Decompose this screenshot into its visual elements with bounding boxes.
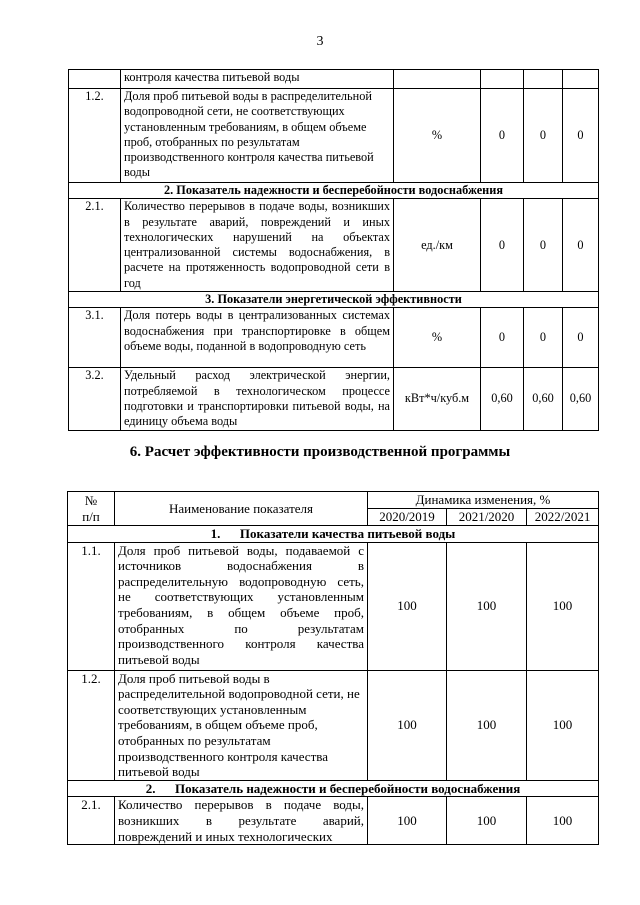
section-heading: 6. Расчет эффективности производственной программы [129, 444, 511, 460]
page-number: 3 [316, 34, 324, 49]
header-row [68, 492, 599, 509]
indicator-value: 0 [481, 199, 524, 292]
indicator-description: Доля проб питьевой воды, подаваемой с источников водоснабжения в распределительную водопроводную сеть, не соответствующих установленным требованиям, в общем объеме проб, отобранных по результатам производственного контроля качества питьевой воды [115, 542, 368, 670]
indicator-value: 100 [527, 797, 599, 845]
table-row [69, 70, 599, 89]
section-row [68, 780, 599, 797]
indicator-unit: кВт*ч/куб.м [394, 368, 481, 430]
indicator-description: Доля потерь воды в централизованных системах водоснабжения при транспортировке в общем объеме воды, поданной в водопроводную сеть [121, 308, 394, 368]
efficiency-table [67, 491, 599, 845]
indicator-unit [394, 70, 481, 89]
indicator-value: 100 [527, 542, 599, 670]
section-title: 2. Показатель надежности и бесперебойности водоснабжения [69, 183, 599, 199]
indicator-unit: % [394, 308, 481, 368]
row-number: 1.2. [69, 89, 121, 183]
row-number [69, 70, 121, 89]
section-row [69, 292, 599, 308]
section-row [68, 526, 599, 543]
indicator-description: контроля качества питьевой воды [121, 70, 394, 89]
indicator-description: Доля проб питьевой воды в распределительной водопроводной сети, не соответствующих установленным требованиям, в общем объеме проб, отобранных по результатам производственного контроля качества питьевой воды [121, 89, 394, 183]
indicator-description: Удельный расход электрической энергии, потребляемой в технологическом процессе подготовки и транспортировки питьевой воды, на единицу объема воды [121, 368, 394, 430]
indicator-value [563, 70, 599, 89]
indicator-value: 0,60 [524, 368, 563, 430]
table-row [69, 308, 599, 368]
section-title: 3. Показатели энергетической эффективности [69, 292, 599, 308]
table-row [69, 199, 599, 292]
number-header-line1: № [84, 492, 98, 508]
indicator-value: 0 [524, 89, 563, 183]
indicator-value: 0 [524, 199, 563, 292]
indicator-value: 100 [447, 542, 527, 670]
indicator-description: Количество перерывов в подаче воды, возникших в результате аварий, повреждений и иных технологических нарушений на объектах централизованной системы водоснабжения, в расчете на протяженность водопроводной сети в год [121, 199, 394, 292]
section-row [69, 183, 599, 199]
year-header: 2020/2019 [368, 509, 447, 526]
indicator-value: 100 [447, 670, 527, 780]
indicator-value: 0 [563, 308, 599, 368]
indicator-value: 100 [527, 670, 599, 780]
year-header: 2022/2021 [527, 509, 599, 526]
indicator-value [481, 70, 524, 89]
indicator-value: 0 [524, 308, 563, 368]
row-number: 2.1. [68, 797, 115, 845]
number-column-header [68, 492, 115, 526]
indicator-value: 0 [563, 89, 599, 183]
indicator-value: 100 [368, 670, 447, 780]
table-row [68, 542, 599, 670]
indicator-value: 0 [481, 89, 524, 183]
indicator-value: 0 [481, 308, 524, 368]
dynamics-header: Динамика изменения, % [368, 492, 599, 509]
row-number: 3.2. [69, 368, 121, 430]
indicator-value: 100 [368, 797, 447, 845]
table-row [68, 797, 599, 845]
name-column-header: Наименование показателя [115, 492, 368, 526]
section-name: Показатель надежности и бесперебойности водоснабжения [174, 780, 521, 796]
table-row [68, 670, 599, 780]
indicator-value: 100 [447, 797, 527, 845]
number-header-line2: п/п [82, 508, 100, 524]
table-row [69, 368, 599, 430]
year-header: 2021/2020 [447, 509, 527, 526]
indicators-table [68, 69, 599, 431]
indicator-description: Количество перерывов в подаче воды, возникших в результате аварий, повреждений и иных технологических [115, 797, 368, 845]
indicator-value [524, 70, 563, 89]
table-row [69, 89, 599, 183]
section-name: Показатели качества питьевой воды [239, 526, 456, 541]
row-number: 2.1. [69, 199, 121, 292]
indicator-description: Доля проб питьевой воды в распределительной водопроводной сети, не соответствующих установленным требованиям, в общем объеме проб, отобранных по результатам производственного контроля качества питьевой воды [115, 670, 368, 780]
section-number: 2. [145, 780, 156, 796]
indicator-value: 100 [368, 542, 447, 670]
row-number: 3.1. [69, 308, 121, 368]
row-number: 1.2. [68, 670, 115, 780]
indicator-value: 0,60 [481, 368, 524, 430]
section-title [68, 526, 599, 543]
section-title [68, 780, 599, 797]
indicator-unit: % [394, 89, 481, 183]
section-number: 1. [210, 526, 221, 541]
row-number: 1.1. [68, 542, 115, 670]
indicator-value: 0,60 [563, 368, 599, 430]
indicator-value: 0 [563, 199, 599, 292]
indicator-unit: ед./км [394, 199, 481, 292]
